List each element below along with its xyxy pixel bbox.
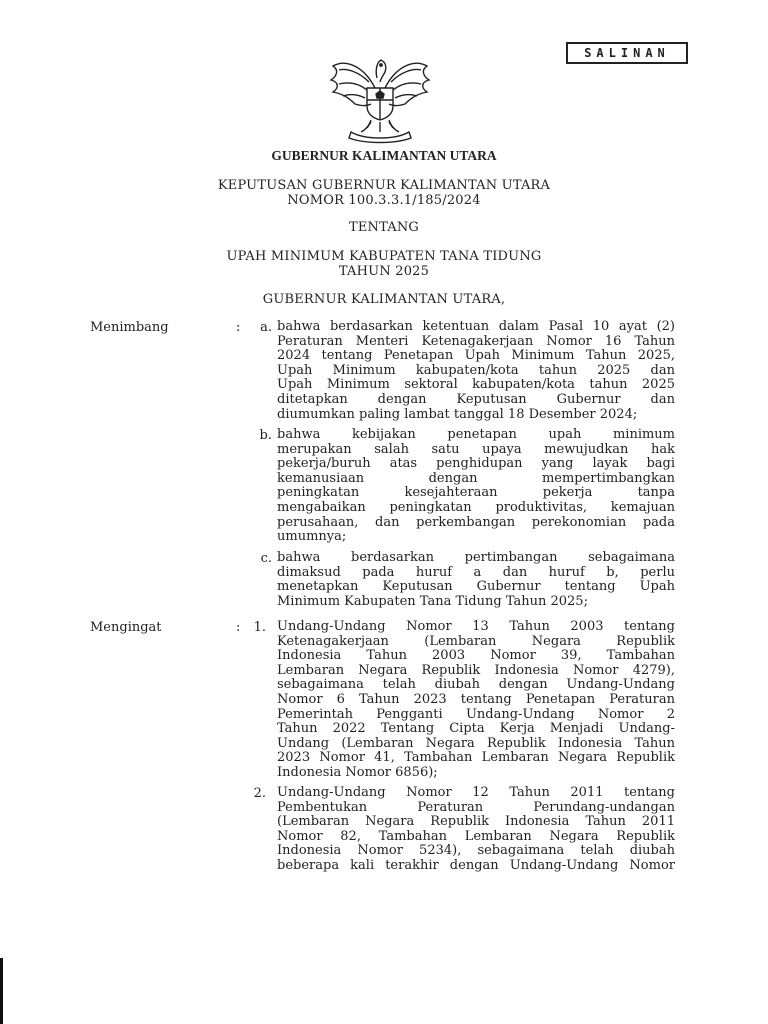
paragraph-line: sebagaimana telah diubah dengan Undang-Undang bbox=[277, 677, 675, 693]
document-authority: GUBERNUR KALIMANTAN UTARA bbox=[271, 148, 497, 163]
menimbang-label: Menimbang bbox=[90, 320, 169, 335]
decree-subject-line2: TAHUN 2025 bbox=[338, 264, 430, 279]
menimbang-item-marker: a. bbox=[260, 320, 272, 335]
paragraph-line: mengabaikan peningkatan produktivitas, kemajuan bbox=[277, 499, 675, 515]
scan-edge-mark bbox=[0, 958, 3, 1024]
paragraph-line: umumnya; bbox=[277, 529, 347, 545]
mengingat-colon: : bbox=[236, 620, 241, 635]
paragraph-line: Indonesia Nomor 6856); bbox=[277, 764, 438, 780]
paragraph-line: Nomor 6 Tahun 2023 tentang Penetapan Peraturan bbox=[277, 691, 675, 707]
menimbang-item-marker: b. bbox=[259, 428, 272, 443]
mengingat-label: Mengingat bbox=[90, 620, 162, 635]
paragraph-line: beberapa kali terakhir dengan Undang-Undang Nomor bbox=[277, 857, 675, 873]
paragraph-line: bahwa kebijakan penetapan upah minimum bbox=[277, 427, 675, 442]
paragraph-line: pekerja/buruh atas penghidupan yang layak bagi bbox=[277, 456, 675, 472]
paragraph-line: Upah Minimum sektoral kabupaten/kota tahun 2025 bbox=[277, 377, 675, 393]
paragraph-line: Upah Minimum kabupaten/kota tahun 2025 dan bbox=[277, 362, 675, 378]
menimbang-item-marker: c. bbox=[260, 551, 272, 566]
mengingat-item-marker: 2. bbox=[253, 786, 266, 801]
paragraph-line: bahwa berdasarkan pertimbangan sebagaimana bbox=[277, 550, 675, 565]
decree-number: NOMOR 100.3.3.1/185/2024 bbox=[287, 193, 481, 208]
menimbang-colon: : bbox=[236, 320, 241, 335]
paragraph-line: Peraturan Menteri Ketenagakerjaan Nomor 16 Tahun bbox=[277, 333, 675, 349]
paragraph-line: Tahun 2022 Tentang Cipta Kerja Menjadi Undang- bbox=[277, 721, 675, 737]
decree-about: TENTANG bbox=[348, 220, 420, 235]
paragraph-line: Undang-Undang Nomor 12 Tahun 2011 tentang bbox=[277, 785, 675, 800]
paragraph-line: (Lembaran Negara Republik Indonesia Tahun 2011 bbox=[277, 814, 675, 830]
menimbang-item-c bbox=[277, 551, 675, 609]
paragraph-line: Undang (Lembaran Negara Republik Indonesia Tahun bbox=[277, 735, 675, 751]
menimbang-item-a bbox=[277, 320, 675, 422]
paragraph-line: merupakan salah satu upaya mewujudkan hak bbox=[277, 441, 675, 457]
paragraph-line: Minimum Kabupaten Tana Tidung Tahun 2025; bbox=[277, 593, 588, 609]
paragraph-line: 2023 Nomor 41, Tambahan Lembaran Negara Republik bbox=[277, 750, 675, 766]
decree-subject-line1: UPAH MINIMUM KABUPATEN TANA TIDUNG bbox=[226, 249, 542, 264]
paragraph-line: Ketenagakerjaan (Lembaran Negara Republik bbox=[277, 633, 675, 649]
menimbang-item-b bbox=[277, 428, 675, 545]
paragraph-line: bahwa berdasarkan ketentuan dalam Pasal 10 ayat (2) bbox=[277, 319, 675, 334]
garuda-emblem-icon bbox=[325, 48, 435, 144]
salinan-stamp: SALINAN bbox=[566, 42, 688, 64]
paragraph-line: Lembaran Negara Republik Indonesia Nomor 4279), bbox=[277, 662, 675, 678]
paragraph-line: peningkatan kesejahteraan pekerja tanpa bbox=[277, 485, 675, 501]
paragraph-line: Indonesia Tahun 2003 Nomor 39, Tambahan bbox=[277, 648, 675, 664]
paragraph-line: Indonesia Nomor 5234), sebagaimana telah diubah bbox=[277, 843, 675, 859]
mengingat-item-1 bbox=[277, 620, 675, 781]
issuer-line: GUBERNUR KALIMANTAN UTARA, bbox=[262, 292, 506, 307]
paragraph-line: Pemerintah Pengganti Undang-Undang Nomor 2 bbox=[277, 706, 675, 722]
paragraph-line: Pembentukan Peraturan Perundang-undangan bbox=[277, 799, 675, 815]
decree-title: KEPUTUSAN GUBERNUR KALIMANTAN UTARA bbox=[217, 178, 551, 193]
paragraph-line: kemanusiaan dengan mempertimbangkan bbox=[277, 470, 675, 486]
mengingat-item-marker: 1. bbox=[253, 620, 266, 635]
paragraph-line: Undang-Undang Nomor 13 Tahun 2003 tentang bbox=[277, 619, 675, 634]
paragraph-line: dimaksud pada huruf a dan huruf b, perlu bbox=[277, 564, 675, 580]
paragraph-line: menetapkan Keputusan Gubernur tentang Upah bbox=[277, 579, 675, 595]
paragraph-line: diumumkan paling lambat tanggal 18 Desember 2024; bbox=[277, 406, 638, 422]
paragraph-line: perusahaan, dan perkembangan perekonomian pada bbox=[277, 514, 675, 530]
mengingat-item-2 bbox=[277, 786, 675, 874]
paragraph-line: Nomor 82, Tambahan Lembaran Negara Republik bbox=[277, 828, 675, 844]
paragraph-line: ditetapkan dengan Keputusan Gubernur dan bbox=[277, 391, 675, 407]
paragraph-line: 2024 tentang Penetapan Upah Minimum Tahun 2025, bbox=[277, 348, 675, 364]
